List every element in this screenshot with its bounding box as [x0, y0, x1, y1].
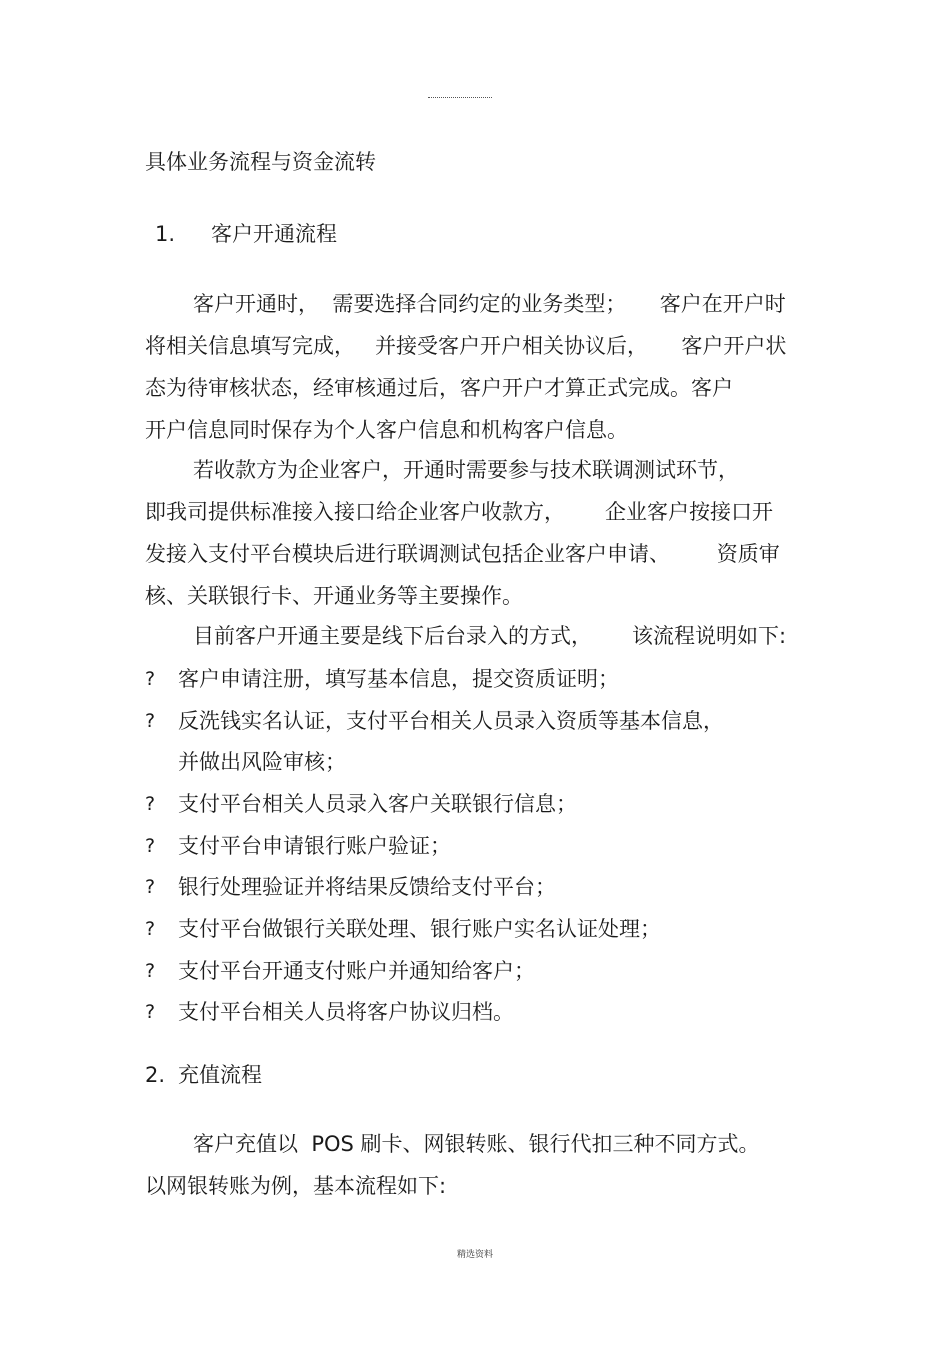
section-1-para1-line1: 客户开通时， 需要选择合同约定的业务类型； 客户在开户时: [193, 292, 786, 316]
section-2-heading: 充值流程: [178, 1063, 262, 1087]
section-1-para3: 目前客户开通主要是线下后台录入的方式， 该流程说明如下:: [193, 624, 787, 648]
bullet-marker: ?: [145, 793, 156, 815]
bullet-item-2: 反洗钱实名认证，支付平台相关人员录入资质等基本信息，: [178, 709, 724, 733]
bullet-item-6: 支付平台做银行关联处理、银行账户实名认证处理；: [178, 917, 661, 941]
header-dotted-rule: [428, 97, 492, 98]
section-2-number: 2.: [145, 1063, 166, 1087]
section-2-para1-line1: 客户充值以 POS 刷卡、网银转账、银行代扣三种不同方式。: [193, 1132, 760, 1156]
bullet-marker: ?: [145, 876, 156, 898]
document-title: 具体业务流程与资金流转: [145, 150, 376, 174]
bullet-marker: ?: [145, 835, 156, 857]
bullet-item-8: 支付平台相关人员将客户协议归档。: [178, 1000, 514, 1024]
section-1-para2-line1: 若收款方为企业客户，开通时需要参与技术联调测试环节，: [193, 458, 739, 482]
section-1-para1-line3: 态为待审核状态，经审核通过后，客户开户才算正式完成。客户: [145, 376, 733, 400]
bullet-marker: ?: [145, 668, 156, 690]
section-1-heading: 客户开通流程: [211, 222, 337, 246]
bullet-item-5: 银行处理验证并将结果反馈给支付平台；: [178, 875, 556, 899]
bullet-item-4: 支付平台申请银行账户验证；: [178, 834, 451, 858]
section-1-para2-line2: 即我司提供标准接入接口给企业客户收款方， 企业客户按接口开: [145, 500, 774, 524]
bullet-marker: ?: [145, 960, 156, 982]
bullet-item-2-continuation: 并做出风险审核；: [178, 750, 346, 774]
section-1-para1-line4: 开户信息同时保存为个人客户信息和机构客户信息。: [145, 418, 628, 442]
section-2-para1-line2: 以网银转账为例，基本流程如下:: [145, 1174, 447, 1198]
section-1-para1-line2: 将相关信息填写完成， 并接受客户开户相关协议后， 客户开户状: [145, 334, 787, 358]
bullet-item-3: 支付平台相关人员录入客户关联银行信息；: [178, 792, 577, 816]
bullet-item-7: 支付平台开通支付账户并通知给客户；: [178, 959, 535, 983]
bullet-marker: ?: [145, 1001, 156, 1023]
page-footer: 精选资料: [456, 1250, 493, 1260]
bullet-marker: ?: [145, 710, 156, 732]
section-1-para2-line4: 核、关联银行卡、开通业务等主要操作。: [145, 584, 523, 608]
bullet-item-1: 客户申请注册，填写基本信息，提交资质证明；: [178, 667, 619, 691]
bullet-marker: ?: [145, 918, 156, 940]
section-1-number: 1.: [155, 222, 176, 246]
section-1-para2-line3: 发接入支付平台模块后进行联调测试包括企业客户申请、 资质审: [145, 542, 780, 566]
